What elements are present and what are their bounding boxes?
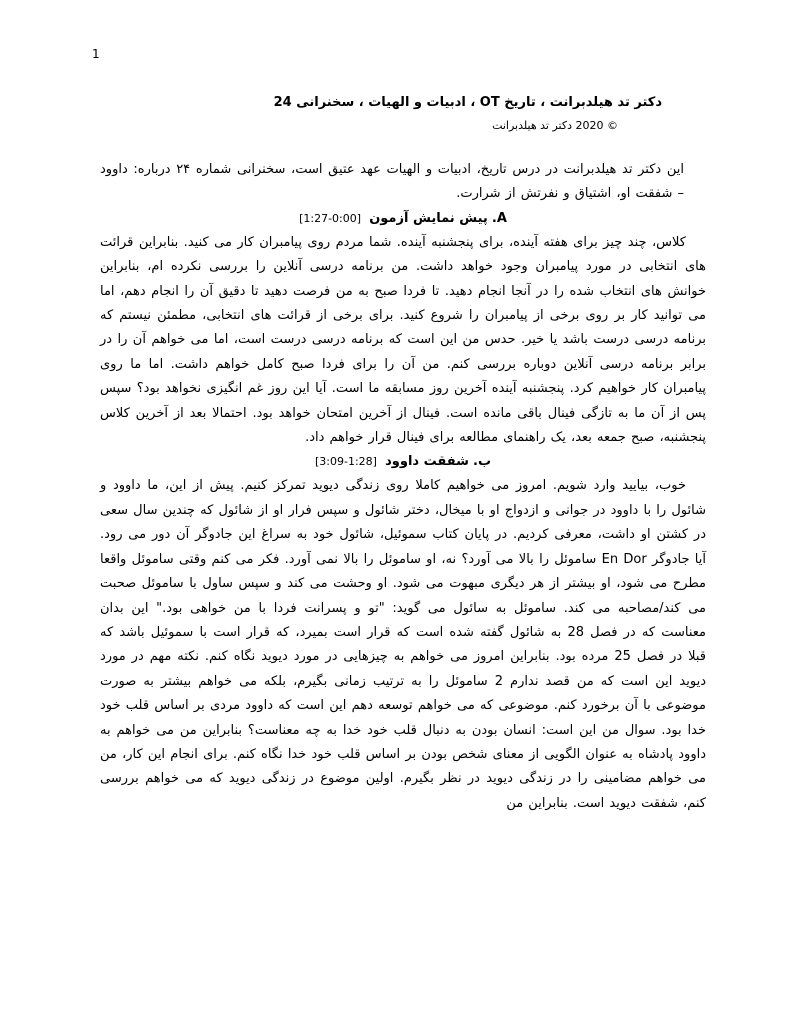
page-number: 1 — [92, 47, 100, 61]
section-b-title: شفقت داوود — [385, 454, 469, 470]
section-a-title: پیش نمایش آزمون — [369, 210, 488, 226]
intro-paragraph: این دکتر تد هیلدبرانت در درس تاریخ، ادبیات و الهیات عهد عتیق است، سخنرانی شماره ۲۴ درباره: داوود – شفقت او، اشتیاق و نفرتش از شرارت. — [100, 162, 684, 202]
section-b-heading — [100, 450, 706, 474]
section-b-letter: ب. — [473, 454, 492, 470]
section-b-timestamp: [1:28-3:09] — [314, 455, 377, 469]
lecture-title: دکتر تد هیلدبرانت ، تاریخ OT ، ادبیات و الهیات ، سخنرانی 24 — [273, 95, 662, 110]
section-b-paragraph: خوب، بیایید وارد شویم. امروز می خواهیم کاملا روی زندگی دیوید تمرکز کنیم. پیش از این، ما داوود و شائول را با داوود در جوانی و ازدواج او با میخال، دختر شائول و سپس فرار او از شائول که چندین سال سعی در کشتن او داشت، معرفی کردیم. در پایان کتاب سموئیل، شائول خود به سراغ این جادوگر آن دور می رود. آیا جادوگر En Dor ساموئل را بالا می آورد؟ نه، او ساموئل را بالا نمی آورد. فکر می کنم وقتی ساموئل واقعا مطرح می شود، او بیشتر از هر دیگری مبهوت می شود. او وحشت می کند و سپس ساول با ساموئل صحبت می کند/مصاحبه می کند. ساموئل به سائول می گوید: "تو و پسرانت فردا با من خواهی بود." این بدان معناست که در فصل 28 به شائول گفته شده است که قرار است بمیرد، که قرار است با سموئیل باشد که قبلا در فصل 25 مرده بود. بنابراین امروز می خواهم به چیزهایی در مورد دیوید نگاه کنم. نکته مهم در مورد دیوید این است که من قصد ندارم 2 ساموئل را به ترتیب زمانی بگیرم، بلکه می خواهم بیشتر به صورت موضوعی با آن برخورد کنم. موضوعی که می خواهم توسعه دهم این است که داوود مردی بر اساس قلب خود خدا بود. سوال من این است: انسان بودن به دنبال قلب خود خدا به چه معناست؟ بنابراین من می خواهم به داوود پادشاه به عنوان الگویی از معنای شخص بودن بر اساس قلب خود خدا نگاه کنم. برای انجام این کار، من می خواهم مضامینی را در زندگی دیوید در نظر بگیرم. اولین موضوع در زندگی دیوید که می خواهم بررسی کنم، شفقت دیوید است. بنابراین من — [100, 478, 706, 811]
section-a-paragraph: کلاس، چند چیز برای هفته آینده، برای پنجشنبه آینده. شما مردم روی پیامبران کار می کنید. بنابراین قرائت های انتخابی در مورد پیامبران وجود خواهد داشت. من برنامه درسی آنلاین را بررسی نکرده ام، بنابراین خوانش های انتخاب شده را در آنجا انجام دهید. تا فردا صبح به من فرصت دهید تا دقیق آن را انجام دهم، اما می توانید کار بر روی برخی از پیامبران را شروع کنید. برای برخی از قرائت های انتخابی، مطمئن نیستم که برنامه درسی درست باشد یا خیر. حدس من این است که برنامه درسی درست است، اما می خواهم آن را در برابر برنامه درسی آنلاین دوباره بررسی کنم. من آن را برای فردا صبح کامل خواهم داشت. اما ما روی پیامبران کار خواهیم کرد. پنجشنبه آینده آخرین روز مسابقه ما است. آیا این روز غم انگیزی نخواهد بود؟ سپس پس از آن ما به تازگی فینال باقی مانده است. فینال از آخرین امتحان خواهد بود. احتمالا بعد از آخرین کلاس پنجشنبه، صبح جمعه بعد، یک راهنمای مطالعه برای فینال قرار خواهم داد. — [100, 234, 706, 446]
section-a-timestamp: [0:00-1:27] — [299, 211, 362, 225]
section-a-heading — [100, 207, 706, 231]
section-a-letter: A. — [491, 210, 507, 226]
document-body — [100, 90, 706, 816]
copyright-line: © 2020 دکتر تد هیلدبرانت — [492, 119, 618, 132]
